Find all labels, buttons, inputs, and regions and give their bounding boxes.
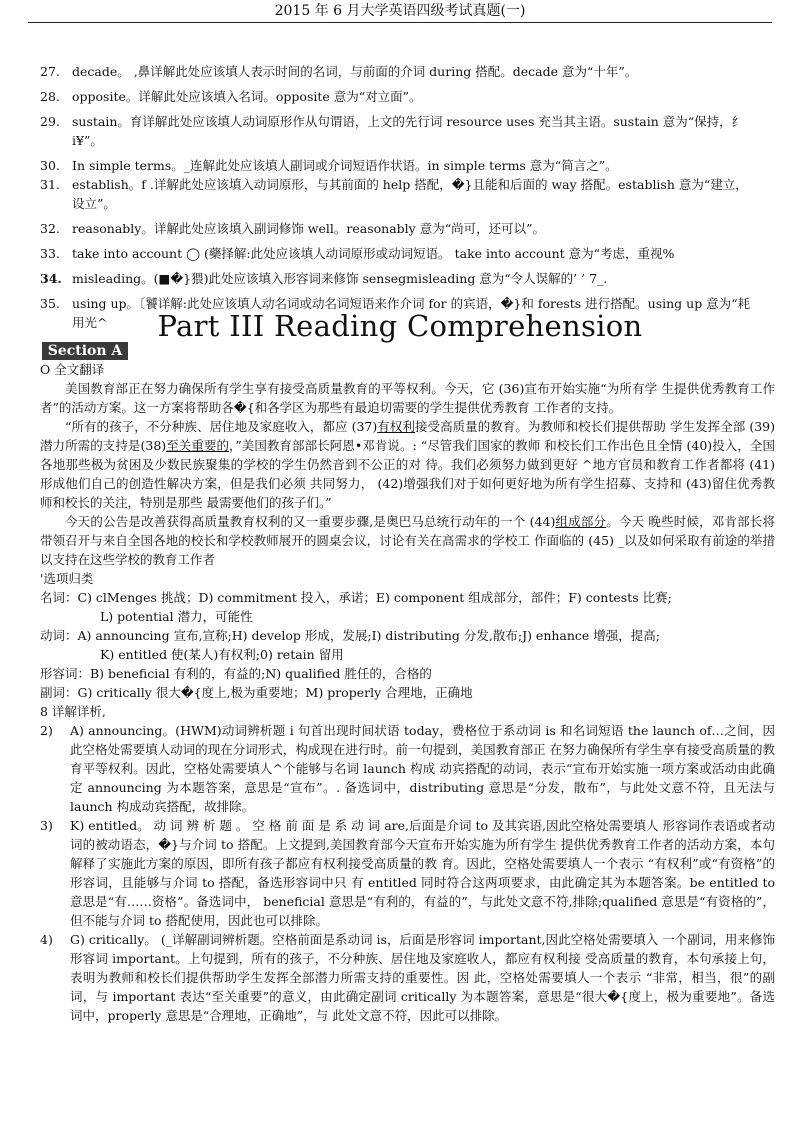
underlined-answer: 有权利 xyxy=(377,419,415,434)
item-text: establish。f .详解此处应该填入动词原形，与其前面的 help 搭配，�}且能和后面的 way 搭配。establish 意为“建立，设立”。 xyxy=(72,177,748,211)
text-run: “所有的孩子，不分种族、居住地及家庭收入，都应 (37) xyxy=(65,419,378,434)
item-number: 4) xyxy=(40,932,53,947)
text-run: 接受高质量的教育。为教师和校长们提供帮助 学生发挥全部 (39)潜力所需的支持是(38) xyxy=(40,419,775,453)
translation-paragraph-2 xyxy=(40,417,775,512)
item-number: 28. xyxy=(40,89,60,104)
item-text: sustain。育详解此处应该填人动词原形作从句谓语，上文的先行词 resource uses 充当其主语。sustain 意为“保持，纟 i¥”。 xyxy=(72,114,745,148)
underlined-answer: 至关重要的 xyxy=(166,438,230,453)
category-adverbs: 副词：G) critically 很大�{度上,极为重要地；M) properly 合理地，正确地 xyxy=(40,685,473,700)
category-verbs: 动词：A) announcing 宣布,宣称;H) develop 形成，发展;I) distributing 分发,散布;J) enhance 增强，提高; xyxy=(40,628,661,643)
category-nouns-continued: L) potential 潜力，可能性 xyxy=(100,609,253,624)
item-number: 34. xyxy=(40,271,62,286)
answer-list xyxy=(40,62,760,338)
answer-item-28 xyxy=(40,87,760,106)
item-text: reasonably。详解此处应该填入副词修饰 well。reasonably 意为“尚可，还可以”。 xyxy=(72,221,545,236)
analysis-heading: 8 详解详析, xyxy=(40,704,106,719)
page-header: 2015 年 6 月大学英语四级考试真题(一) xyxy=(274,3,526,19)
item-text: In simple terms。_连解此处应该填人副词或介词短语作状语。in simple terms 意为“简言之”。 xyxy=(72,158,618,173)
main-content xyxy=(40,360,775,1025)
analysis-item-2 xyxy=(40,721,775,816)
answer-item-33 xyxy=(40,244,760,263)
item-number: 3) xyxy=(40,818,53,833)
section-badge: Section A xyxy=(42,342,128,360)
item-number: 2) xyxy=(40,723,53,738)
answer-item-30 xyxy=(40,156,760,175)
item-number: 32. xyxy=(40,221,60,236)
item-text: G) critically。 (_详解副词辨析题。空格前面是系动词 is，后面是形容词 important,因此空格处需要填入 一个副词，用来修饰形容词 important。上句提到，所有的孩子，不分种族、居住地及家庭收人，都应有权利接 受高质量的教育，本句承接上句，表明为教师和校长们提供帮助学生发挥全部潜力所需支持的重要性。因 此，空格处需要填人一个表示 “非常，相当，很”的副词，与 important 表达“至关重要”的意义，由此确定副词 critically 为本题答案，意思是“很大�{度上，极为重要地”。备选词中，properly 意思是“合理地，正确地”，与 此处文意不符，因此可以排除。 xyxy=(70,932,775,1023)
item-text: take into account ◯ (藥择解:此处应该填人动词原形或动词短语。 take into account 意为“考虑，重视% xyxy=(72,246,675,261)
item-text: decade。 ,鼻详解此处应该填人表示时间的名词，与前面的介词 during 搭配。decade 意为“十年”。 xyxy=(72,64,638,79)
underlined-answer: 组成部分 xyxy=(555,514,607,529)
part-title: Part III Reading Comprehension xyxy=(157,309,643,343)
item-number: 35. xyxy=(40,296,60,311)
item-number: 29. xyxy=(40,114,60,129)
translation-heading: O 全文翻译 xyxy=(40,362,105,377)
analysis-item-3 xyxy=(40,816,775,930)
text-run: 。今天 晚些时候，邓肯部长将带领召开与来自全国各地的校长和学校教师展开的圆桌会议，讨论有关在高需求的学校工 作面临的 (45) _以及如何采取有前途的举措以支持在这些学校的教育工作者 xyxy=(40,514,775,567)
item-text: A) announcing。(HWM)动词辨析题 i 句首出现时间状语 today，费格位于系动词 is 和名词短语 the launch of…之间，因此空格处需要填人动词的现在分词形式，构成现在进行时。前一句提到，美国教育部正 在努力确保所有学生享有接受高质量的教育平等权利。因此，空格处需要填人^个能够与名词 launch 构成 动宾搭配的动词，表示“宣布开始实施一项方案或活动由此确定 announcing 为本题答案，意思是“宣布”。. 备选词中，distributing 意思是“分发，散布”，与此处文意不符，且无法与 launch 构成动宾搭配，故排除。 xyxy=(70,723,775,814)
text-run: 今天的公告是改善获得高质量教育权利的又一重要步骤,是奥巴马总统行动年的一个 (44) xyxy=(65,514,556,529)
answer-item-34 xyxy=(40,269,760,288)
item-text: opposite。详解此处应该填入名词。opposite 意为“对立面”。 xyxy=(72,89,422,104)
item-number: 33. xyxy=(40,246,60,261)
item-text: K) entitled。 动 词 辨 析 题 。 空 格 前 面 是 系 动 词 are,后面是介词 to 及其宾语,因此空格处需要填人 形容词作表语或者动词的被动语态，�}与介词 to 搭配。上文提到,美国教育部今天宣布开始实施为所有学生 提供优秀教育工作者的活动方案，本句解释了实施此方案的原因，即所有孩子都应有权利接受高质量的教 育。因此，空格处需要填人一个表示 “有权利”或“有资格”的形容词，且能够与介词 to 搭配，备选形容词中只 有 entitled 同时符合这两项要求，由此确定其为本题答案。be entitled to 意思是“有……资格”。备选词中， beneficial 意思是“有利的，有益的”，与此处文意不符,排除;qualified 意思是“有资格的”，但不能与介词 to 搭配使用，因此也可以排除。 xyxy=(70,818,775,928)
text-run: ，”美国教育部部长阿恩•邓肯说。: “尽管我们国家的教师 和校长们工作出色且全情 (40)投入，全国各地那些极为贫困及少数民族聚集的学校的学生仍然音到不公正的对 待。我们必须努力做到更好 ^地方官员和教育工作者都将 (41)形成他们自己的创造性解决方案，但是我们必须 共同努力， (42)增强我们对于如何更好地为所有学生招募、支持和 (43)留住优秀教师和校长的关注，特别是那些 最需要他们的孩子们。” xyxy=(40,438,775,510)
answer-item-27 xyxy=(40,62,760,81)
translation-paragraph-3 xyxy=(40,512,775,569)
answer-item-29 xyxy=(40,112,760,150)
header-rule xyxy=(28,22,772,23)
item-text: using up。〔饕详解:此处应该填人动名词或动名词短语来作介词 for 的宾语，�}和 forests 进行搭配。using up 意为“耗用光^ xyxy=(72,296,751,330)
category-adjectives: 形容词：B) beneficial 有利的，有益的;N) qualified 胜任的，合格的 xyxy=(40,666,432,681)
item-number: 27. xyxy=(40,64,60,79)
answer-item-32 xyxy=(40,219,760,238)
categories-heading: '选项归类 xyxy=(40,571,94,586)
analysis-item-4 xyxy=(40,930,775,1025)
item-number: 31. xyxy=(40,177,60,192)
category-verbs-continued: K) entitled 使(某人)有权利;0) retain 留用 xyxy=(100,647,344,662)
translation-paragraph-1: 美国教育部正在努力确保所有学生享有接受高质量教育的平等权利。今天，它 (36)宣布开始实施“为所有学 生提供优秀教育工作者”的活动方案。这一方案将帮助各�{和各学区为那些有最迫切需要的学生提供优秀教育 工作者的支持。 xyxy=(40,381,775,415)
item-text: misleading。(■�}猥)此处应该填入形容词来修饰 sensegmisleading 意为“令人误解的’ ’ 7_. xyxy=(72,271,608,286)
item-number: 30. xyxy=(40,158,60,173)
category-nouns: 名词：C) clMenges 挑战；D) commitment 投入，承诺；E) component 组成部分，部件；F) contests 比赛; xyxy=(40,590,672,605)
answer-item-31 xyxy=(40,175,760,213)
